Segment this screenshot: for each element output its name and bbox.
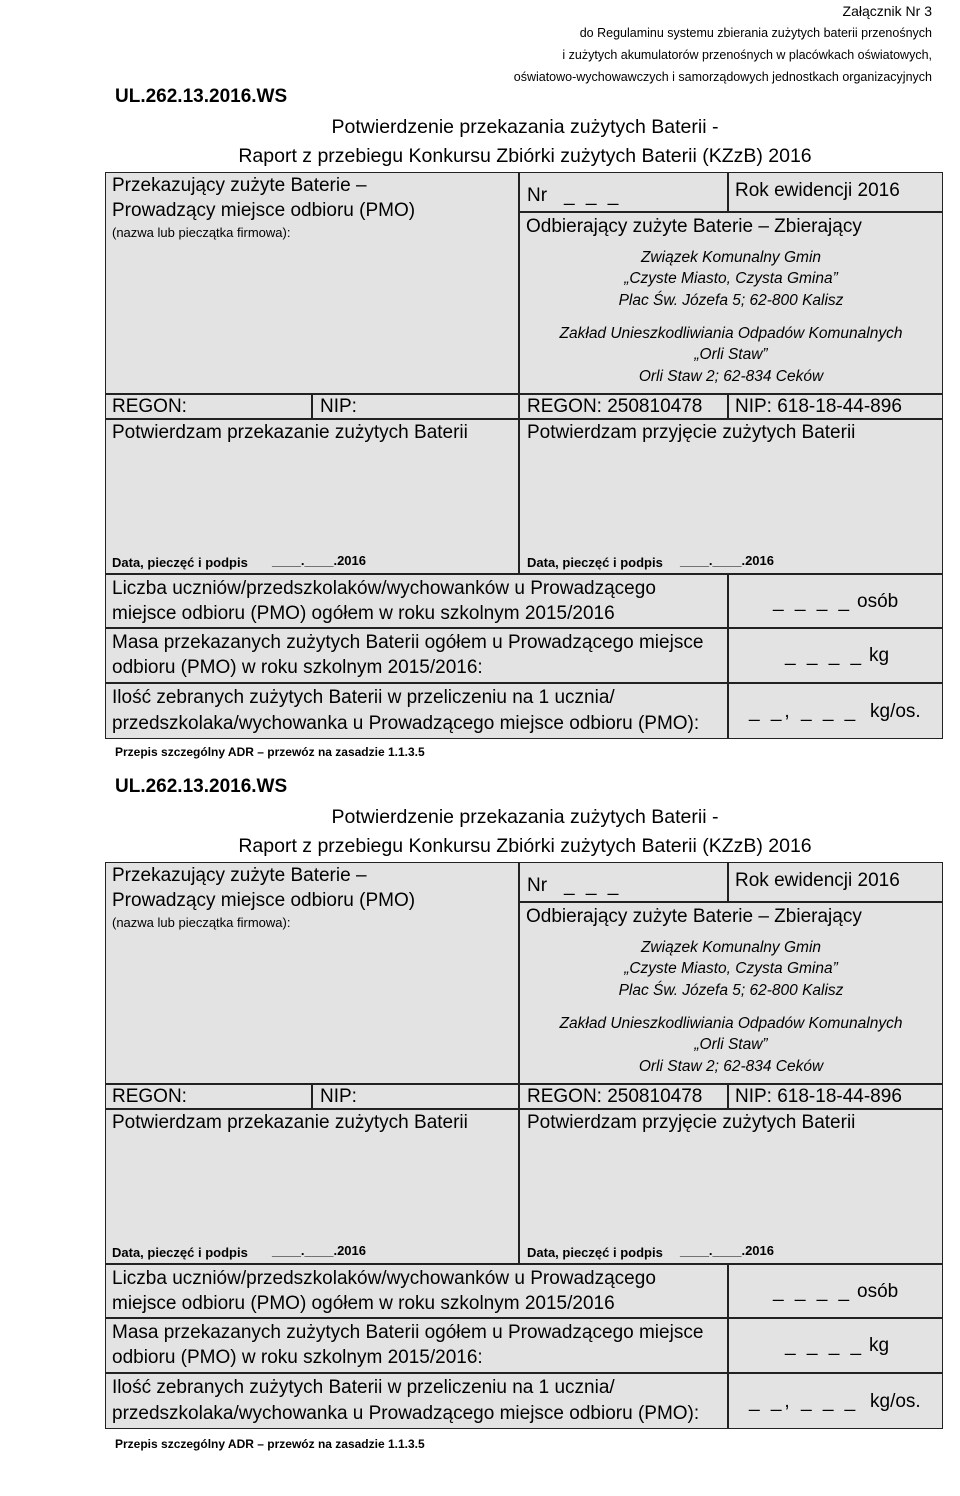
transfer-date-blank[interactable]: ____.____.2016: [272, 1243, 366, 1258]
mass-line-2: odbioru (PMO) w roku szkolnym 2015/2016:: [112, 657, 483, 678]
confirm-receipt-cell[interactable]: [519, 1109, 943, 1264]
transferor-title: Przekazujący zużyte Baterie –: [112, 175, 367, 196]
mass-blank: _ _ _ _: [785, 645, 865, 666]
nr-cell[interactable]: [519, 172, 728, 212]
confirm-receipt-label: Potwierdzam przyjęcie zużytych Baterii: [527, 422, 856, 443]
transfer-date-sign-label: Data, pieczęć i podpis: [112, 555, 248, 570]
transfer-date-sign-label: Data, pieczęć i podpis: [112, 1245, 248, 1260]
per-student-unit: kg/os.: [870, 701, 921, 722]
form-title-line-1: Potwierdzenie przekazania zużytych Baterii -: [331, 116, 719, 138]
nip-receiver: NIP: 618-18-44-896: [735, 1086, 902, 1107]
per-student-line-1: Ilość zebranych zużytych Baterii w przeliczeniu na 1 ucznia/: [112, 687, 615, 708]
students-value-cell[interactable]: [728, 1264, 943, 1318]
regon-receiver-cell: [519, 1084, 728, 1109]
per-student-value-cell[interactable]: [728, 1373, 943, 1429]
attachment-line-1: do Regulaminu systemu zbierania zużytych baterii przenośnych: [579, 26, 932, 40]
students-unit: osób: [857, 591, 899, 612]
per-student-line-2: przedszkolaka/wychowanka u Prowadzącego miejsce odbioru (PMO):: [112, 1403, 700, 1424]
org2-name: Zakład Unieszkodliwiania Odpadów Komunalnych: [559, 325, 903, 342]
mass-line-2: odbioru (PMO) w roku szkolnym 2015/2016:: [112, 1347, 483, 1368]
per-student-value-cell[interactable]: [728, 683, 943, 739]
mass-cell: [105, 1318, 728, 1373]
confirm-transfer-cell[interactable]: [105, 419, 519, 574]
nr-label: Nr: [527, 875, 548, 896]
mass-value-cell[interactable]: [728, 628, 943, 683]
org2-subtitle: „Orli Staw”: [694, 1036, 768, 1053]
receipt-date-sign-label: Data, pieczęć i podpis: [527, 555, 663, 570]
year-label: Rok ewidencji 2016: [735, 180, 900, 201]
mass-cell: [105, 628, 728, 683]
org2-name: Zakład Unieszkodliwiania Odpadów Komunalnych: [559, 1015, 903, 1032]
nip-cell[interactable]: [312, 1084, 519, 1109]
transfer-date-blank[interactable]: ____.____.2016: [272, 553, 366, 568]
year-label: Rok ewidencji 2016: [735, 870, 900, 891]
form-title-line-2: Raport z przebiegu Konkursu Zbiórki zużytych Baterii (KZzB) 2016: [238, 835, 812, 857]
nip-receiver-cell: [728, 394, 943, 419]
mass-line-1: Masa przekazanych zużytych Baterii ogółem u Prowadzącego miejsce: [112, 1322, 704, 1343]
regon-receiver-cell: [519, 394, 728, 419]
org1-name: Związek Komunalny Gmin: [640, 939, 822, 956]
confirm-receipt-label: Potwierdzam przyjęcie zużytych Baterii: [527, 1112, 856, 1133]
mass-blank: _ _ _ _: [785, 1335, 865, 1356]
regon-label: REGON:: [112, 1086, 187, 1107]
mass-value-cell[interactable]: [728, 1318, 943, 1373]
adr-footnote: Przepis szczególny ADR – przewóz na zasadzie 1.1.3.5: [115, 1437, 425, 1451]
transferor-subtitle: Prowadzący miejsce odbioru (PMO): [112, 890, 416, 911]
nr-cell[interactable]: [519, 862, 728, 902]
confirm-transfer-label: Potwierdzam przekazanie zużytych Baterii: [112, 1112, 468, 1133]
students-line-1: Liczba uczniów/przedszkolaków/wychowanków u Prowadzącego: [112, 1268, 656, 1289]
students-line-2: miejsce odbioru (PMO) ogółem w roku szkolnym 2015/2016: [112, 1293, 615, 1314]
regon-cell[interactable]: [105, 394, 312, 419]
per-student-blank: _ _, _ _ _: [749, 701, 859, 722]
regon-receiver: REGON: 250810478: [527, 396, 703, 417]
nip-receiver: NIP: 618-18-44-896: [735, 396, 902, 417]
receiver-title: Odbierający zużyte Baterie – Zbierający: [526, 216, 862, 237]
students-cell: [105, 1264, 728, 1318]
transferor-cell[interactable]: [105, 172, 519, 394]
transferor-title: Przekazujący zużyte Baterie –: [112, 865, 367, 886]
confirm-receipt-cell[interactable]: [519, 419, 943, 574]
form-title-line-2: Raport z przebiegu Konkursu Zbiórki zużytych Baterii (KZzB) 2016: [238, 145, 812, 167]
transferor-note: (nazwa lub pieczątka firmowa):: [112, 225, 291, 240]
confirm-transfer-label: Potwierdzam przekazanie zużytych Baterii: [112, 422, 468, 443]
org1-address: Plac Św. Józefa 5; 62-800 Kalisz: [618, 982, 844, 999]
org1-name: Związek Komunalny Gmin: [640, 249, 822, 266]
attachment-number: Załącznik Nr 3: [842, 3, 932, 19]
org1-subtitle: „Czyste Miasto, Czysta Gmina”: [624, 270, 838, 287]
receipt-date-sign-label: Data, pieczęć i podpis: [527, 1245, 663, 1260]
mass-unit: kg: [869, 1335, 890, 1356]
students-cell: [105, 574, 728, 628]
nr-label: Nr: [527, 185, 548, 206]
year-cell: [728, 172, 943, 212]
receiver-title: Odbierający zużyte Baterie – Zbierający: [526, 906, 862, 927]
attachment-line-3: oświatowo-wychowawczych i samorządowych jednostkach organizacyjnych: [513, 70, 932, 84]
transfer-form: [105, 862, 943, 1496]
transferor-note: (nazwa lub pieczątka firmowa):: [112, 915, 291, 930]
receiver-cell: [519, 902, 943, 1084]
regon-receiver: REGON: 250810478: [527, 1086, 703, 1107]
confirm-transfer-cell[interactable]: [105, 1109, 519, 1264]
document-code: UL.262.13.2016.WS: [115, 86, 288, 107]
regon-label: REGON:: [112, 396, 187, 417]
students-line-1: Liczba uczniów/przedszkolaków/wychowanków u Prowadzącego: [112, 578, 656, 599]
form-title-line-1: Potwierdzenie przekazania zużytych Baterii -: [331, 806, 719, 828]
mass-line-1: Masa przekazanych zużytych Baterii ogółem u Prowadzącego miejsce: [112, 632, 704, 653]
students-blank: _ _ _ _: [773, 591, 853, 612]
transferor-subtitle: Prowadzący miejsce odbioru (PMO): [112, 200, 416, 221]
students-line-2: miejsce odbioru (PMO) ogółem w roku szkolnym 2015/2016: [112, 603, 615, 624]
per-student-cell: [105, 683, 728, 739]
per-student-cell: [105, 1373, 728, 1429]
transfer-form: [105, 172, 943, 806]
nip-receiver-cell: [728, 1084, 943, 1109]
document-code: UL.262.13.2016.WS: [115, 776, 288, 797]
nr-blank: _ _ _: [564, 185, 622, 206]
form-title: [0, 113, 960, 171]
students-value-cell[interactable]: [728, 574, 943, 628]
receipt-date-blank[interactable]: ____.____.2016: [680, 1243, 774, 1258]
receipt-date-blank[interactable]: ____.____.2016: [680, 553, 774, 568]
org1-subtitle: „Czyste Miasto, Czysta Gmina”: [624, 960, 838, 977]
org2-address: Orli Staw 2; 62-834 Ceków: [638, 1058, 824, 1075]
per-student-line-1: Ilość zebranych zużytych Baterii w przeliczeniu na 1 ucznia/: [112, 1377, 615, 1398]
form-title: [0, 803, 960, 861]
per-student-blank: _ _, _ _ _: [749, 1391, 859, 1412]
regon-cell[interactable]: [105, 1084, 312, 1109]
transferor-cell[interactable]: [105, 862, 519, 1084]
nip-label: NIP:: [320, 1086, 357, 1107]
year-cell: [728, 862, 943, 902]
students-unit: osób: [857, 1281, 899, 1302]
per-student-line-2: przedszkolaka/wychowanka u Prowadzącego miejsce odbioru (PMO):: [112, 713, 700, 734]
adr-footnote: Przepis szczególny ADR – przewóz na zasadzie 1.1.3.5: [115, 745, 425, 759]
org1-address: Plac Św. Józefa 5; 62-800 Kalisz: [618, 292, 844, 309]
org2-address: Orli Staw 2; 62-834 Ceków: [638, 368, 824, 385]
attachment-header: [514, 0, 932, 88]
mass-unit: kg: [869, 645, 890, 666]
nip-label: NIP:: [320, 396, 357, 417]
org2-subtitle: „Orli Staw”: [694, 346, 768, 363]
per-student-unit: kg/os.: [870, 1391, 921, 1412]
receiver-cell: [519, 212, 943, 394]
nr-blank: _ _ _: [564, 875, 622, 896]
attachment-line-2: i zużytych akumulatorów przenośnych w placówkach oświatowych,: [562, 48, 932, 62]
students-blank: _ _ _ _: [773, 1281, 853, 1302]
nip-cell[interactable]: [312, 394, 519, 419]
